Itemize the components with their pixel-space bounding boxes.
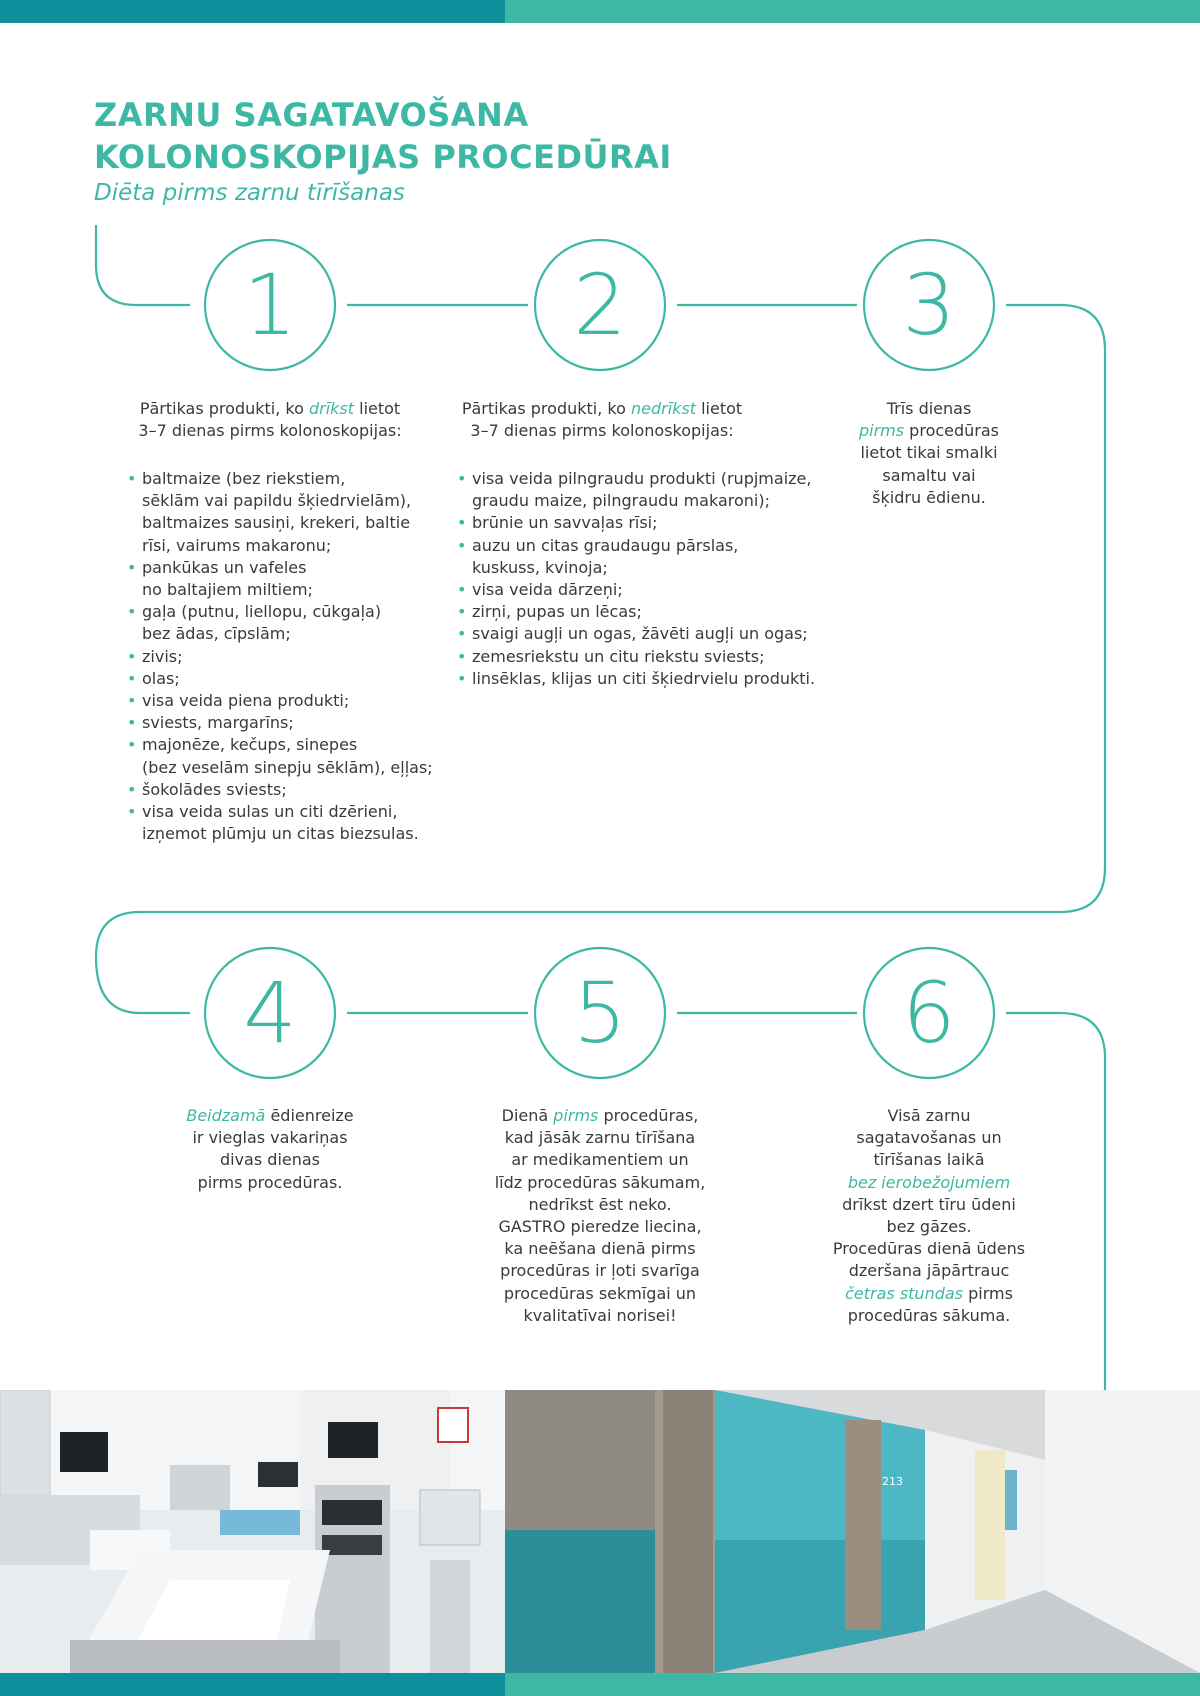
- step-1-intro-line2: 3–7 dienas pirms kolonoskopijas:: [138, 421, 402, 441]
- step-5-highlight: pirms: [553, 1106, 599, 1125]
- step-6-line: Visā zarnu: [887, 1106, 971, 1125]
- step-5-line: procedūras sekmīgai un: [503, 1283, 697, 1303]
- bottom-bar-light: [505, 1673, 1200, 1696]
- step-6-line: dzeršana jāpārtrauc: [848, 1261, 1010, 1281]
- step-5-line: līdz procedūras sākumam,: [494, 1172, 706, 1192]
- step-1-intro-text: Pārtikas produkti, ko: [139, 399, 309, 418]
- step-6-line: bez gāzes.: [886, 1217, 972, 1237]
- step-2-list: [457, 468, 817, 690]
- step-5-line: nedrīkst ēst neko.: [528, 1194, 672, 1214]
- step-1-intro-text-end: lietot: [354, 399, 401, 418]
- step-number-2: 2: [573, 256, 627, 354]
- step-5-line: GASTRO pieredze liecina,: [498, 1217, 702, 1237]
- list-item: • olas;: [127, 668, 447, 690]
- list-item: • zemesriekstu un citu riekstu sviests;: [457, 646, 817, 668]
- step-2-intro-text-end: lietot: [696, 399, 743, 418]
- step-6-text: [804, 1105, 1054, 1327]
- step-3-text: [814, 398, 1044, 509]
- list-item: • visa veida pilngraudu produkti (rupjmaize, graudu maize, pilngraudu makaroni);: [457, 468, 817, 512]
- step-6-line: pirms: [963, 1283, 1013, 1303]
- list-item: • majonēze, kečups, sinepes (bez veselām sinepju sēklām), eļļas;: [127, 734, 447, 778]
- step-6-line: procedūras sākuma.: [847, 1305, 1011, 1325]
- list-item: • auzu un citas graudaugu pārslas, kuskuss, kvinoja;: [457, 535, 817, 579]
- step-3-line: Trīs dienas: [886, 399, 972, 418]
- step-4-line: ēdienreize: [265, 1106, 354, 1125]
- step-4-line: pirms procedūras.: [197, 1172, 343, 1192]
- step-number-1: 1: [243, 256, 297, 354]
- step-3-line: šķidru ēdienu.: [872, 487, 986, 507]
- step-2-intro: [442, 398, 762, 442]
- step-5-text: [465, 1105, 735, 1327]
- step-5-line: procedūras ir ļoti svarīga: [500, 1261, 700, 1281]
- step-number-5: 5: [573, 964, 627, 1062]
- step-6-line: sagatavošanas un: [856, 1128, 1002, 1148]
- list-item: • visa veida dārzeņi;: [457, 579, 817, 601]
- step-3-line: samaltu vai: [882, 465, 976, 485]
- step-5-line: Dienā: [501, 1106, 554, 1125]
- list-item: • linsēklas, klijas un citi šķiedrvielu produkti.: [457, 668, 817, 690]
- list-item: • sviests, margarīns;: [127, 712, 447, 734]
- step-6-highlight: bez ierobežojumiem: [847, 1172, 1011, 1192]
- step-number-3: 3: [902, 256, 956, 354]
- step-5-line: kad jāsāk zarnu tīrīšana: [504, 1128, 696, 1148]
- list-item: • visa veida piena produkti;: [127, 690, 447, 712]
- step-6-line: drīkst dzert tīru ūdeni: [842, 1194, 1016, 1214]
- step-5-line: procedūras,: [598, 1106, 699, 1125]
- step-6-line: tīrīšanas laikā: [873, 1150, 985, 1170]
- step-4-text: [150, 1105, 390, 1194]
- bottom-bar-dark: [0, 1673, 505, 1696]
- step-1-highlight: drīkst: [308, 399, 355, 418]
- step-4-line: divas dienas: [219, 1150, 321, 1170]
- list-item: • pankūkas un vafeles no baltajiem miltiem;: [127, 557, 447, 601]
- step-1-list: [127, 468, 447, 845]
- step-5-line: ka neēšana dienā pirms: [504, 1239, 696, 1259]
- door-number: 213: [882, 1475, 903, 1488]
- step-3-line: lietot tikai smalki: [860, 443, 998, 463]
- title-line-2: KOLONOSKOPIJAS PROCEDŪRAI: [94, 138, 672, 176]
- flow-line-start: [96, 225, 190, 305]
- step-5-line: kvalitatīvai norisei!: [523, 1305, 677, 1325]
- step-5-line: ar medikamentiem un: [511, 1150, 689, 1170]
- step-2-highlight: nedrīkst: [630, 399, 697, 418]
- list-item: • baltmaize (bez riekstiem, sēklām vai papildu šķiedrvielām), baltmaizes sausiņi, krekeri, baltie rīsi, vairums makaronu;: [127, 468, 447, 557]
- step-4-line: ir vieglas vakariņas: [192, 1128, 348, 1148]
- list-item: • svaigi augļi un ogas, žāvēti augļi un ogas;: [457, 623, 817, 645]
- step-6-highlight: četras stundas: [845, 1283, 963, 1303]
- list-item: • zivis;: [127, 646, 447, 668]
- step-1-intro: [110, 398, 430, 442]
- list-item: • visa veida sulas un citi dzērieni, izņemot plūmju un citas biezsulas.: [127, 801, 447, 845]
- step-4-highlight: Beidzamā: [186, 1106, 266, 1125]
- clinic-corridor-photo: [505, 1390, 1200, 1673]
- endoscopy-room-photo: [0, 1390, 505, 1673]
- list-item: • zirņi, pupas un lēcas;: [457, 601, 817, 623]
- title-line-1: ZARNU SAGATAVOŠANA: [94, 96, 529, 134]
- list-item: • brūnie un savvaļas rīsi;: [457, 512, 817, 534]
- step-number-6: 6: [902, 964, 956, 1062]
- list-item: • gaļa (putnu, liellopu, cūkgaļa) bez ādas, cīpslām;: [127, 601, 447, 645]
- step-3-highlight: pirms: [858, 421, 905, 441]
- page-subtitle: Diēta pirms zarnu tīrīšanas: [94, 180, 405, 206]
- step-2-intro-line2: 3–7 dienas pirms kolonoskopijas:: [470, 421, 734, 441]
- step-6-line: Procedūras dienā ūdens: [832, 1239, 1026, 1259]
- step-2-intro-text: Pārtikas produkti, ko: [461, 399, 631, 418]
- step-number-4: 4: [243, 964, 297, 1062]
- step-3-line: procedūras: [904, 421, 1000, 441]
- list-item: • šokolādes sviests;: [127, 779, 447, 801]
